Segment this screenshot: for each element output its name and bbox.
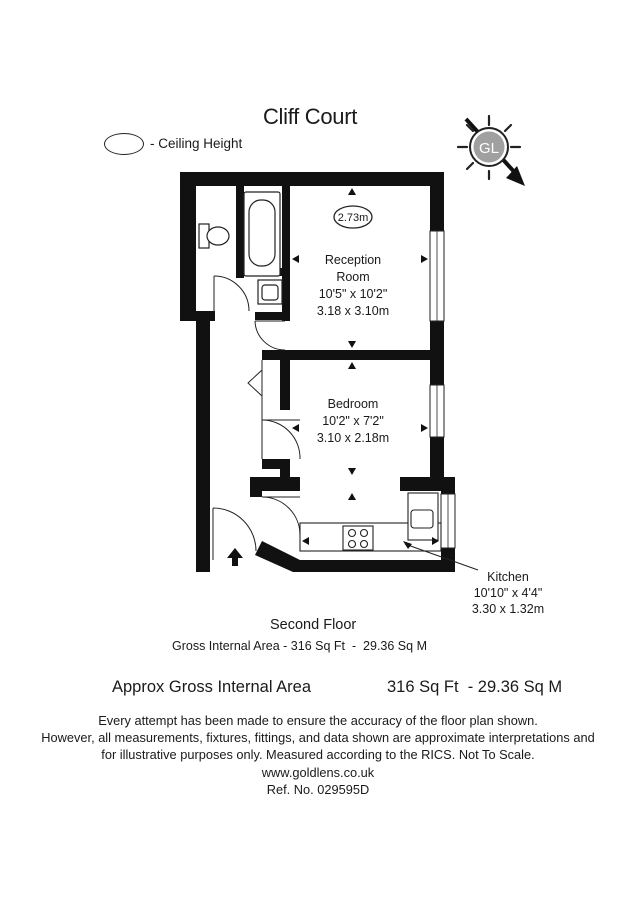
floor-name: Second Floor <box>270 617 357 633</box>
reception-name-line2: Room <box>336 270 370 284</box>
bedroom-name: Bedroom <box>327 397 379 411</box>
ceiling-height-legend-label: - Ceiling Height <box>150 136 243 151</box>
kitchen-fixtures <box>300 493 441 551</box>
plan-title: Cliff Court <box>262 104 358 129</box>
floor-area: Gross Internal Area - 316 Sq Ft - 29.36 Sq M <box>172 639 427 653</box>
reception-name-line1: Reception <box>324 253 382 267</box>
approx-area-value: 316 Sq Ft - 29.36 Sq M <box>387 678 563 696</box>
disclaimer-line: However, all measurements, fixtures, fittings, and data shown are approximate interpretations and <box>41 730 595 746</box>
compass-icon <box>458 116 525 186</box>
logo-text: GL <box>478 140 500 157</box>
disclaimer-line: Every attempt has been made to ensure the accuracy of the floor plan shown. <box>98 713 538 728</box>
bedroom-imperial: 10'2" x 7'2" <box>322 414 384 428</box>
website-link[interactable]: www.goldlens.co.uk <box>261 764 375 780</box>
kitchen-imperial: 10'10" x 4'4" <box>473 586 543 600</box>
entrance-arrow-icon <box>227 548 243 566</box>
reference-number: Ref. No. 029595D <box>266 781 370 797</box>
approx-area-label: Approx Gross Internal Area <box>112 678 312 696</box>
disclaimer-line: for illustrative purposes only. Measured according to the RICS. Not To Scale. <box>101 747 535 763</box>
disclaimer <box>0 712 636 798</box>
bedroom-metric: 3.10 x 2.18m <box>316 431 390 445</box>
reception-metric: 3.18 x 3.10m <box>316 304 390 318</box>
ceiling-height-value: 2.73m <box>337 212 369 224</box>
kitchen-name: Kitchen <box>487 570 529 584</box>
kitchen-metric: 3.30 x 1.32m <box>471 602 545 616</box>
reception-imperial: 10'5" x 10'2" <box>318 287 388 301</box>
dimension-arrows <box>292 188 439 545</box>
